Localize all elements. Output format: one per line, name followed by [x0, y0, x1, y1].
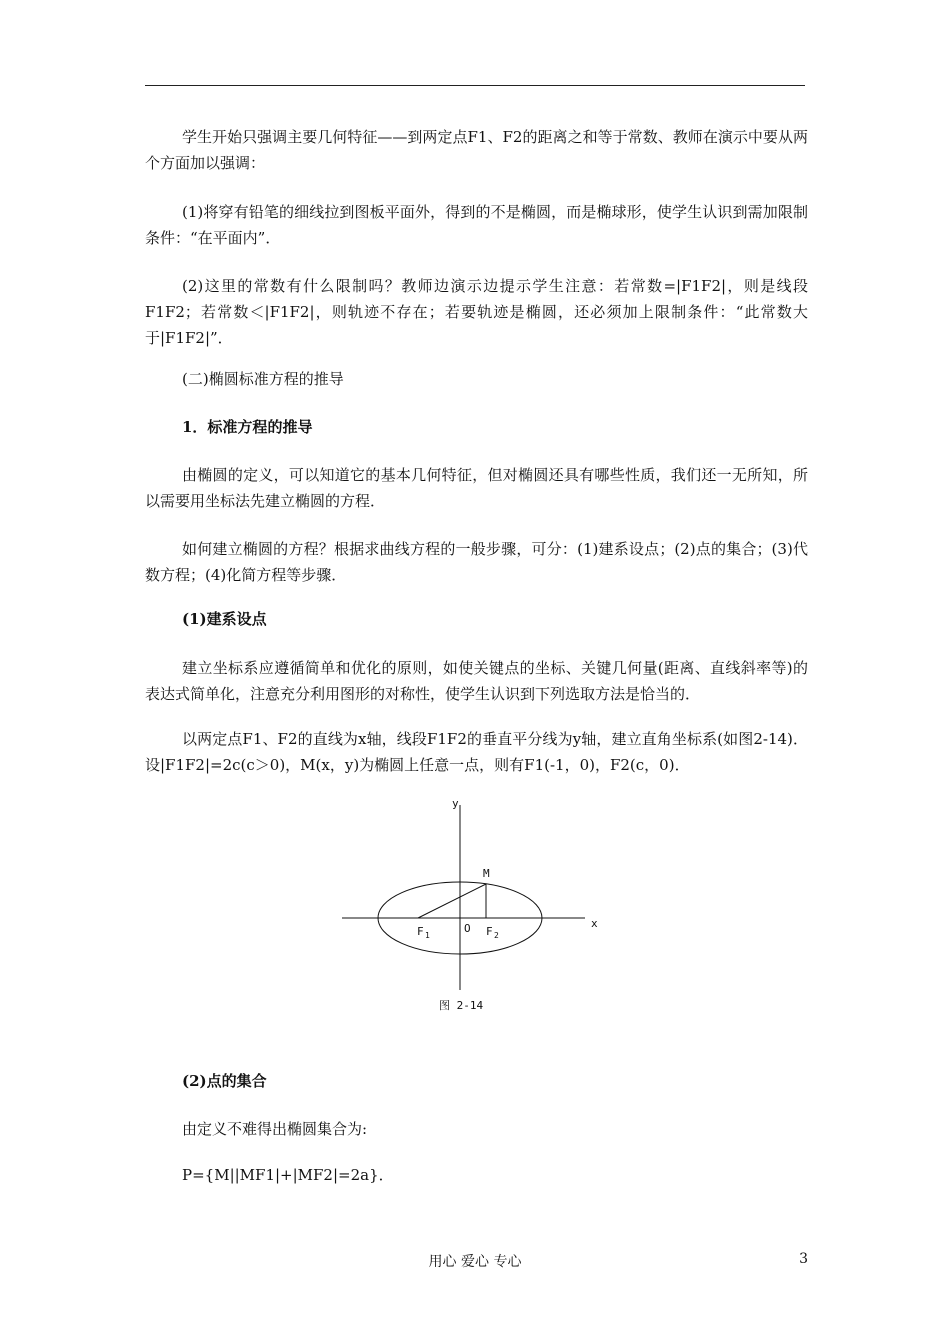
subsection-heading-standard-equation: 1．标准方程的推导: [182, 418, 313, 436]
y-axis-label: y: [452, 797, 459, 810]
ellipse-figure: [330, 795, 620, 1025]
set-formula: P={M||MF1|+|MF2|=2a}．: [182, 1166, 394, 1184]
origin-label: O: [464, 922, 471, 935]
paragraph-definition: 由椭圆的定义，可以知道它的基本几何特征，但对椭圆还具有哪些性质，我们还一无所知，所以需要用坐标法先建立椭圆的方程．: [145, 466, 808, 510]
header-rule: [145, 85, 805, 86]
focus-f1-subscript: 1: [425, 931, 430, 940]
ellipse-diagram: [330, 795, 620, 1025]
figure-caption: 图 2-14: [439, 999, 484, 1012]
paragraph-point-2: (2)这里的常数有什么限制吗？教师边演示边提示学生注意：若常数=|F1F2|，则是线段F1F2；若常数＜|F1F2|，则轨迹不存在；若要轨迹是椭圆，还必须加上限制条件：“此常数大于|F1F2|”．: [145, 277, 808, 347]
section-heading-derivation: (二)椭圆标准方程的推导: [182, 370, 344, 388]
paragraph-point-1: (1)将穿有铅笔的细线拉到图板平面外，得到的不是椭圆，而是椭球形，使学生认识到需加限制条件：“在平面内”．: [145, 203, 808, 247]
paragraph-steps: 如何建立椭圆的方程？根据求曲线方程的一般步骤，可分：(1)建系设点；(2)点的集合；(3)代数方程；(4)化简方程等步骤．: [145, 540, 808, 584]
paragraph-coordinate-setup: 以两定点F1、F2的直线为x轴，线段F1F2的垂直平分线为y轴，建立直角坐标系(如图2-14)．设|F1F2|=2c(c＞0)，M(x，y)为椭圆上任意一点，则有F1(-1，0)，F2(c，0)．: [145, 730, 808, 774]
footer-motto: 用心 爱心 专心: [428, 1254, 522, 1270]
focus-f2-subscript: 2: [494, 931, 499, 940]
paragraph-set-intro: 由定义不难得出椭圆集合为:: [182, 1120, 368, 1138]
segment-f1-m: [418, 884, 486, 918]
x-axis-label: x: [591, 917, 598, 930]
paragraph-main-feature: 学生开始只强调主要几何特征——到两定点F1、F2的距离之和等于常数、教师在演示中要从两个方面加以强调：: [145, 128, 808, 172]
point-m-label: M: [483, 867, 490, 880]
focus-f1-label: F: [417, 925, 424, 938]
paragraph-coordinate-principle: 建立坐标系应遵循简单和优化的原则，如使关键点的坐标、关键几何量(距离、直线斜率等)的表达式简单化，注意充分利用图形的对称性，使学生认识到下列选取方法是恰当的．: [145, 659, 808, 703]
page-number: 3: [799, 1251, 808, 1267]
step-heading-point-set: (2)点的集合: [182, 1072, 267, 1090]
step-heading-coordinate-system: (1)建系设点: [182, 610, 267, 628]
focus-f2-label: F: [486, 925, 493, 938]
